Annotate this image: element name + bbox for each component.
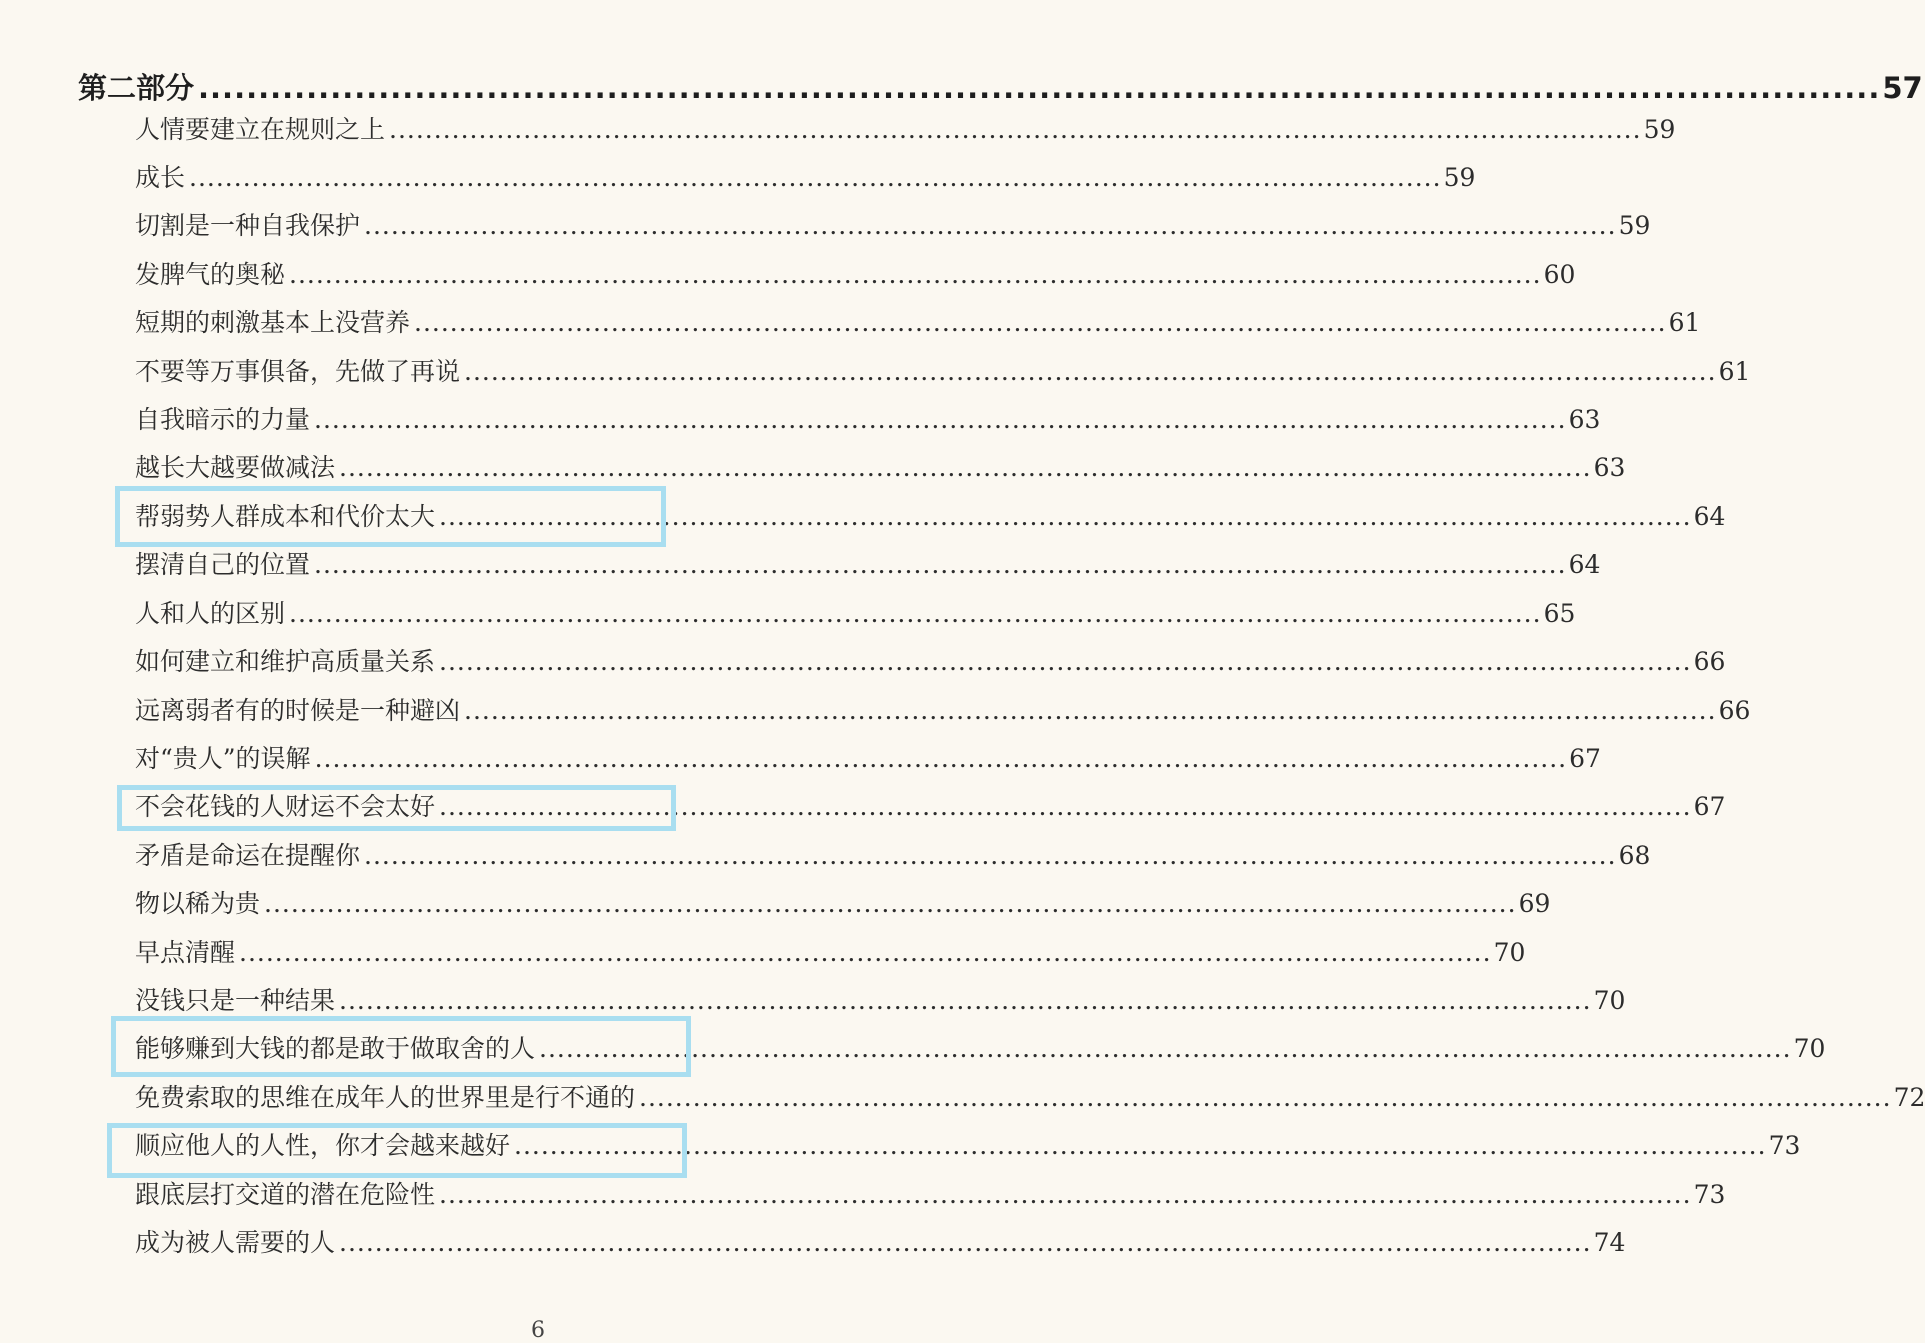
entry-title: 切割是一种自我保护 [135, 211, 361, 240]
entry-title: 对“贵人”的误解 [135, 744, 311, 773]
dot-leader: ............................................................................................................................................ [339, 453, 1592, 482]
toc-entry [135, 642, 1726, 682]
dot-leader: ............................................................................................................................................ [439, 647, 1692, 676]
dot-leader: ............................................................................................................................................ [264, 889, 1517, 918]
entry-title: 人和人的区别 [135, 599, 286, 628]
dot-leader: ............................................................................................................................................ [439, 1180, 1692, 1209]
toc-entry [135, 884, 1551, 924]
entry-page-number: 61 [1718, 357, 1751, 386]
entry-page-number: 70 [1493, 938, 1526, 967]
dot-leader: ............................................................................................................................................ [314, 405, 1567, 434]
highlight-box [107, 1123, 687, 1178]
dot-leader: ............................................................................................................................................ [539, 1034, 1792, 1063]
entry-page-number: 66 [1718, 696, 1751, 725]
toc-entry [135, 400, 1601, 440]
dot-leader: ............................................................................................................................................ [389, 115, 1642, 144]
dot-leader: ............................................................................................................................................ [514, 1131, 1767, 1160]
entry-page-number: 67 [1569, 744, 1601, 773]
toc-entry [135, 255, 1576, 295]
entry-page-number: 73 [1693, 1180, 1726, 1209]
entry-title: 顺应他人的人性，你才会越来越好 [135, 1131, 511, 1160]
toc-entry [135, 836, 1651, 876]
toc-entry [135, 545, 1601, 585]
dot-leader: ............................................................................................................................................ [314, 744, 1568, 773]
entry-title: 成长 [135, 163, 186, 192]
toc-entry [135, 448, 1626, 488]
entry-title: 摆清自己的位置 [135, 550, 311, 579]
entry-title: 没钱只是一种结果 [135, 986, 336, 1015]
entry-title: 不会花钱的人财运不会太好 [135, 792, 436, 821]
dot-leader: ............................................................................................................................................ [364, 841, 1617, 870]
entry-title: 能够赚到大钱的都是敢于做取舍的人 [135, 1034, 536, 1063]
entry-page-number: 72 [1893, 1083, 1925, 1112]
toc-entry [135, 739, 1601, 779]
entry-title: 自我暗示的力量 [135, 405, 311, 434]
part-heading-row [78, 66, 1923, 110]
toc-entry [135, 1175, 1726, 1215]
toc-entry [135, 594, 1576, 634]
highlight-box [111, 1016, 691, 1077]
toc-entry [135, 352, 1751, 392]
dot-leader: ............................................................................................................................................ [198, 71, 1881, 105]
entry-page-number: 59 [1643, 115, 1676, 144]
entry-page-number: 63 [1593, 453, 1626, 482]
highlight-box [117, 785, 676, 831]
entry-title: 远离弱者有的时候是一种避凶 [135, 696, 461, 725]
entry-page-number: 64 [1568, 550, 1601, 579]
entry-title: 短期的刺激基本上没营养 [135, 308, 411, 337]
entry-title: 帮弱势人群成本和代价太大 [135, 502, 436, 531]
entry-page-number: 59 [1618, 211, 1651, 240]
entry-page-number: 73 [1768, 1131, 1801, 1160]
dot-leader: ............................................................................................................................................ [289, 599, 1542, 628]
entry-title: 人情要建立在规则之上 [135, 115, 386, 144]
entry-page-number: 67 [1693, 792, 1726, 821]
toc-entry [135, 1223, 1626, 1263]
entry-title: 如何建立和维护高质量关系 [135, 647, 436, 676]
entry-title: 免费索取的思维在成年人的世界里是行不通的 [135, 1083, 636, 1112]
entry-page-number: 66 [1693, 647, 1726, 676]
dot-leader: ............................................................................................................................................ [339, 986, 1592, 1015]
entry-page-number: 61 [1668, 308, 1701, 337]
entry-page-number: 70 [1793, 1034, 1826, 1063]
entry-title: 发脾气的奥秘 [135, 260, 286, 289]
entry-title: 不要等万事俱备，先做了再说 [135, 357, 461, 386]
entry-page-number: 59 [1443, 163, 1476, 192]
entry-title: 跟底层打交道的潜在危险性 [135, 1180, 436, 1209]
toc-entry [135, 158, 1476, 198]
entry-page-number: 74 [1593, 1228, 1626, 1257]
dot-leader: ............................................................................................................................................ [364, 211, 1617, 240]
entry-page-number: 60 [1543, 260, 1576, 289]
entry-title: 早点清醒 [135, 938, 236, 967]
entry-title: 物以稀为贵 [135, 889, 261, 918]
toc-entry [135, 303, 1701, 343]
highlight-box [115, 486, 666, 547]
dot-leader: ............................................................................................................................................ [314, 550, 1567, 579]
toc-entry [135, 933, 1526, 973]
toc-entry [135, 691, 1751, 731]
toc-entry [135, 1078, 1925, 1118]
dot-leader: ............................................................................................................................................ [414, 308, 1667, 337]
entry-page-number: 63 [1568, 405, 1601, 434]
page-footer-number: 6 [531, 1318, 545, 1343]
dot-leader: ............................................................................................................................................ [339, 1228, 1592, 1257]
dot-leader: ............................................................................................................................................ [239, 938, 1492, 967]
entry-page-number: 65 [1543, 599, 1576, 628]
toc-entry [135, 981, 1626, 1021]
dot-leader: ............................................................................................................................................ [189, 163, 1442, 192]
dot-leader: ............................................................................................................................................ [464, 696, 1717, 725]
dot-leader: ............................................................................................................................................ [464, 357, 1717, 386]
dot-leader: ............................................................................................................................................ [639, 1083, 1892, 1112]
entry-page-number: 68 [1618, 841, 1651, 870]
toc-entry [135, 206, 1651, 246]
dot-leader: ............................................................................................................................................ [289, 260, 1542, 289]
part-page-number: 57 [1882, 71, 1923, 105]
entry-page-number: 64 [1693, 502, 1726, 531]
entry-page-number: 70 [1593, 986, 1626, 1015]
part-title: 第二部分 [78, 71, 195, 105]
entry-title: 成为被人需要的人 [135, 1228, 336, 1257]
toc-entry [135, 110, 1676, 150]
entry-title: 矛盾是命运在提醒你 [135, 841, 361, 870]
entry-title: 越长大越要做减法 [135, 453, 336, 482]
dot-leader: ............................................................................................................................................ [439, 502, 1692, 531]
dot-leader: ............................................................................................................................................ [439, 792, 1692, 821]
entry-page-number: 69 [1518, 889, 1551, 918]
